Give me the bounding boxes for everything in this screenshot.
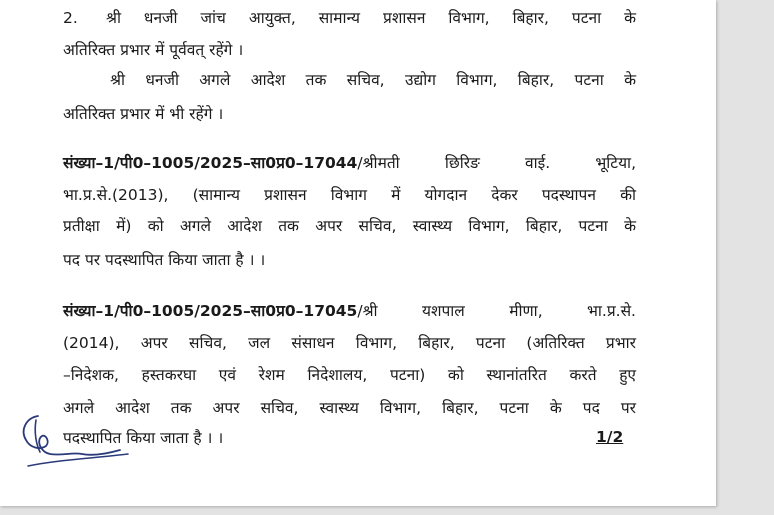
order2-reference-number: संख्या–1/पी0–1005/2025–सा0प्र0–17045 — [63, 302, 358, 320]
order2-line3: –निदेशक, हस्तकरघा एवं रेशम निदेशालय, पटना) को स्थानांतरित करते हुए — [63, 366, 636, 384]
para1-line2: अतिरिक्त प्रभार में पूर्ववत् रहेंगे । — [63, 41, 244, 59]
order1-line3: प्रतीक्षा में) को अगले आदेश तक अपर सचिव, स्वास्थ्य विभाग, बिहार, पटना के — [63, 217, 636, 235]
order1-line1 — [63, 153, 636, 173]
para2-line1: श्री धनजी अगले आदेश तक सचिव, उद्योग विभाग, बिहार, पटना के — [110, 71, 636, 89]
order2-line2: (2014), अपर सचिव, जल संसाधन विभाग, बिहार, पटना (अतिरिक्त प्रभार — [63, 334, 636, 352]
para2-line2: अतिरिक्त प्रभार में भी रहेंगे । — [63, 105, 224, 123]
order1-reference-number: संख्या–1/पी0–1005/2025–सा0प्र0–17044 — [63, 154, 358, 172]
order2-line1-rest: /श्री यशपाल मीणा, भा.प्र.से. — [357, 302, 636, 320]
para1-line1 — [63, 8, 636, 28]
order2-line4: अगले आदेश तक अपर सचिव, स्वास्थ्य विभाग, बिहार, पटना के पद पर — [63, 399, 636, 417]
order2-line5: पदस्थापित किया जाता है । । — [63, 429, 224, 447]
handwritten-signature — [16, 408, 136, 470]
para1-line1-text: श्री धनजी जांच आयुक्त, सामान्य प्रशासन विभाग, बिहार, पटना के — [105, 9, 636, 27]
order1-line1-rest: /श्रीमती छिरिङ वाई. भूटिया, — [357, 154, 636, 172]
order1-line4: पद पर पदस्थापित किया जाता है । । — [63, 251, 266, 269]
page-number: 1/2 — [596, 428, 624, 446]
order1-line2: भा.प्र.से.(2013), (सामान्य प्रशासन विभाग में योगदान देकर पदस्थापन की — [63, 186, 636, 204]
order2-line1 — [63, 301, 636, 321]
para1-number: 2. — [63, 9, 78, 27]
